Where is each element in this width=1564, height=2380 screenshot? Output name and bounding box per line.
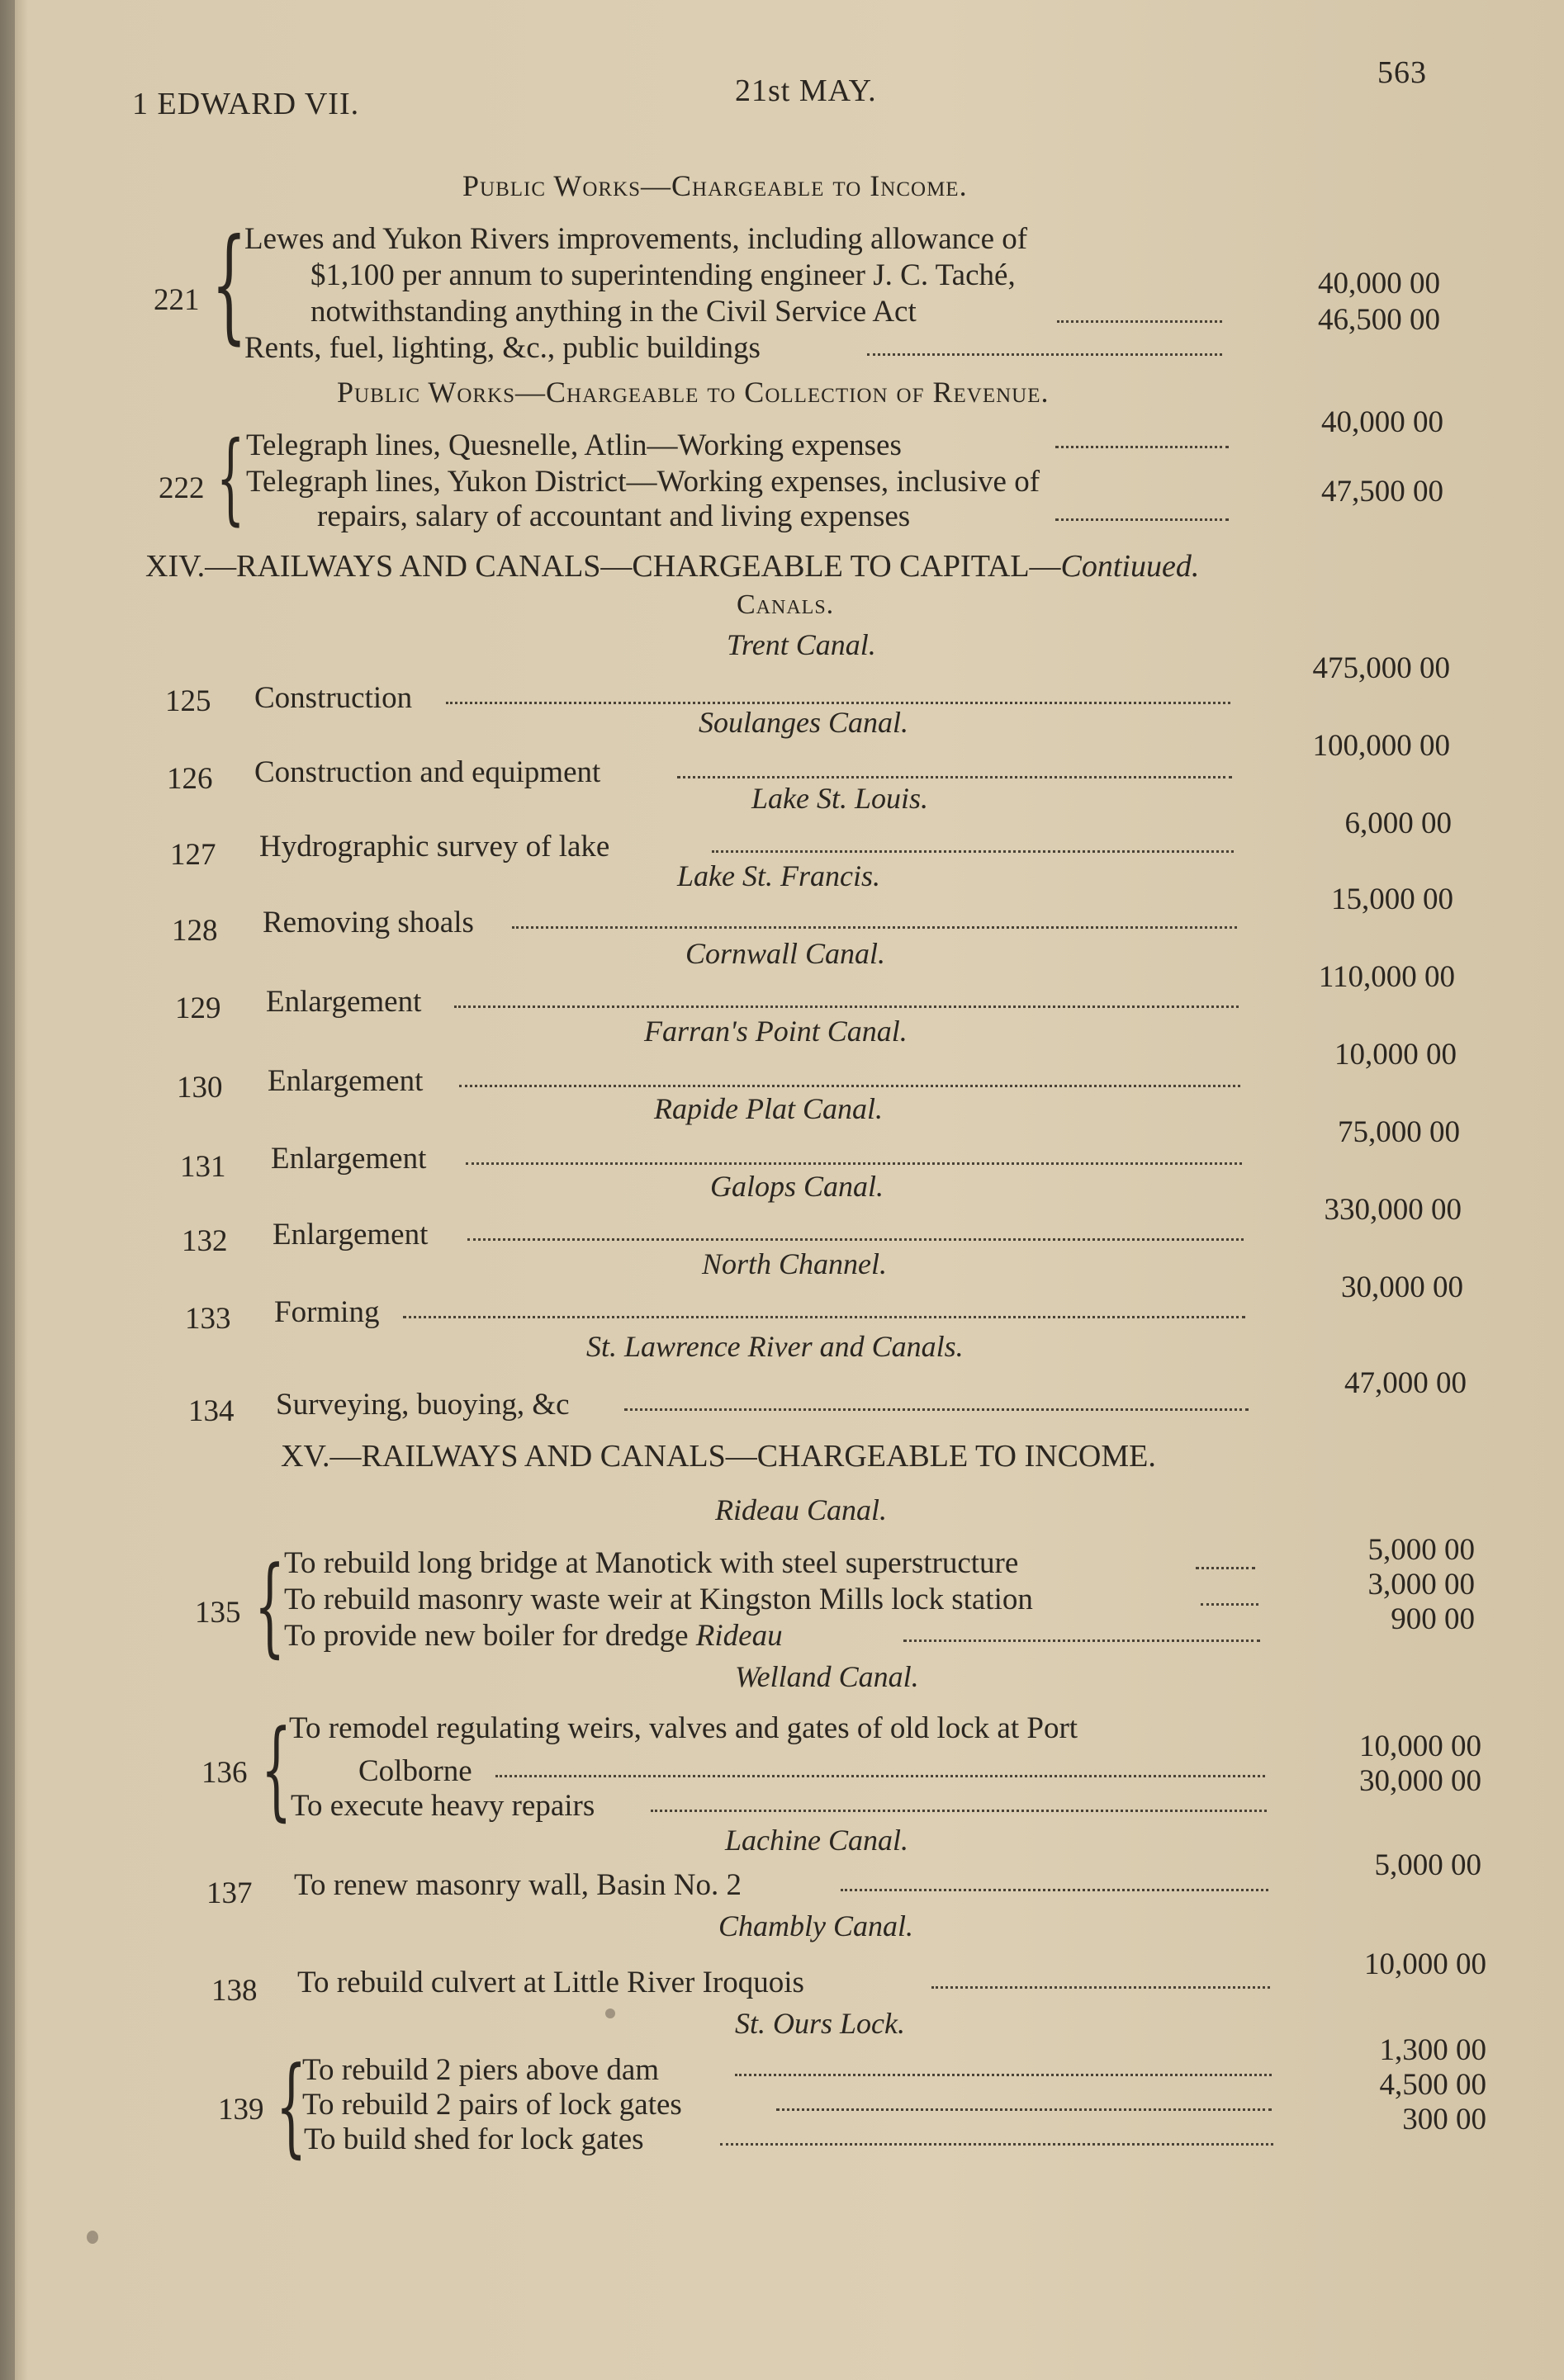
item-text: Enlargement [266,985,422,1019]
leader-dots [1055,446,1229,448]
canal-name: Lachine Canal. [725,1824,908,1857]
item-text: $1,100 per annum to superintending engineer J. C. Taché, [310,258,1016,292]
brace-symbol: { [261,1706,292,1832]
amount: 475,000 00 [1312,651,1450,685]
amount: 30,000 00 [1341,1270,1463,1304]
canal-name: Galops Canal. [710,1170,884,1203]
section-heading: Public Works—Chargeable to Collection of Revenue. [337,376,1050,409]
leader-dots [466,1162,1242,1165]
amount: 46,500 00 [1318,303,1440,337]
item-number: 222 [159,471,205,505]
leader-dots [1196,1567,1255,1569]
section-heading-xiv [145,548,1199,584]
item-text: To rebuild long bridge at Manotick with steel superstructure [284,1546,1019,1580]
amount: 47,000 00 [1344,1366,1467,1400]
item-text: To rebuild culvert at Little River Iroquois [297,1966,804,1999]
canal-name: Trent Canal. [727,628,876,661]
amount: 900 00 [1391,1602,1475,1636]
item-text: To rebuild masonry waste weir at Kingston Mills lock station [284,1583,1033,1616]
item-text [284,1618,783,1654]
canal-name: Farran's Point Canal. [644,1015,908,1048]
leader-dots [776,2108,1272,2111]
amount: 300 00 [1402,2103,1486,2136]
item-number: 125 [165,684,211,718]
item-number: 134 [188,1394,235,1428]
brace-symbol: { [254,1543,286,1668]
item-number: 131 [180,1150,226,1184]
paper-spot [87,2231,98,2244]
leader-dots [1201,1603,1258,1606]
section-heading: Public Works—Chargeable to Income. [462,169,968,202]
leader-dots [651,1810,1267,1812]
item-text: Enlargement [273,1218,429,1252]
amount: 3,000 00 [1367,1568,1475,1602]
leader-dots [677,776,1232,778]
amount: 10,000 00 [1364,1947,1486,1981]
page-number: 563 [1377,55,1427,90]
amount: 100,000 00 [1312,729,1450,763]
leader-dots [1057,320,1222,323]
book-spine-shadow [0,0,15,2380]
amount: 330,000 00 [1324,1193,1462,1227]
leader-dots [512,926,1237,929]
item-text: Enlargement [271,1142,427,1176]
item-number: 137 [206,1876,253,1910]
canal-name: Chambly Canal. [718,1909,914,1942]
item-text: Forming [274,1295,380,1329]
leader-dots [931,1986,1270,1989]
section-heading-continued: Contiuued. [1060,549,1200,584]
leader-dots [735,2074,1272,2076]
item-text: Lewes and Yukon Rivers improvements, including allowance of [244,222,1028,256]
leader-dots [720,2143,1273,2146]
amount: 10,000 00 [1334,1038,1457,1072]
item-text: Surveying, buoying, &c [276,1388,570,1422]
item-number: 129 [175,991,221,1025]
leader-dots [841,1889,1268,1891]
item-text: To execute heavy repairs [291,1789,595,1823]
brace-symbol: { [216,421,245,536]
header-center: 21st MAY. [735,73,877,108]
amount: 75,000 00 [1338,1115,1460,1149]
canal-name: St. Lawrence River and Canals. [586,1330,964,1363]
canal-name: Soulanges Canal. [699,706,909,739]
item-number: 133 [185,1302,231,1336]
item-text: Hydrographic survey of lake [259,830,610,864]
item-text: To renew masonry wall, Basin No. 2 [294,1868,742,1902]
item-text: To remodel regulating weirs, valves and gates of old lock at Port [289,1711,1078,1745]
item-number: 138 [211,1974,258,2008]
canal-name: Lake St. Louis. [751,782,929,815]
amount: 1,300 00 [1379,2033,1486,2067]
amount: 40,000 00 [1318,267,1440,300]
canal-name: Cornwall Canal. [685,937,886,970]
leader-dots [403,1316,1245,1318]
item-text: repairs, salary of accountant and living expenses [317,499,911,533]
item-text: Construction [254,681,413,715]
item-text: Telegraph lines, Quesnelle, Atlin—Working expenses [246,428,902,462]
item-number: 135 [195,1596,241,1630]
leader-dots [467,1238,1244,1241]
leader-dots [454,1005,1239,1008]
item-number: 130 [177,1071,223,1105]
amount: 40,000 00 [1321,405,1443,439]
leader-dots [867,353,1222,356]
item-text: Colborne [358,1754,472,1788]
item-text: To rebuild 2 piers above dam [302,2053,660,2087]
item-text: To rebuild 2 pairs of lock gates [302,2088,682,2122]
item-text: Enlargement [268,1064,424,1098]
item-text: notwithstanding anything in the Civil Service Act [310,295,917,329]
item-number: 127 [170,838,216,872]
amount: 5,000 00 [1374,1848,1481,1882]
item-number: 132 [182,1224,228,1258]
item-text: Rents, fuel, lighting, &c., public buildings [244,331,761,365]
section-heading-xv: XV.—RAILWAYS AND CANALS—CHARGEABLE TO INCOME. [281,1439,1156,1474]
amount: 4,500 00 [1379,2068,1486,2102]
leader-dots [712,850,1234,853]
canal-name: St. Ours Lock. [735,2007,905,2040]
amount: 15,000 00 [1331,882,1453,916]
amount: 5,000 00 [1367,1533,1475,1567]
header-left: 1 EDWARD VII. [132,87,360,121]
amount: 110,000 00 [1318,960,1455,994]
canal-name: Rideau Canal. [715,1493,887,1526]
leader-dots [459,1085,1240,1087]
canal-name: Rapide Plat Canal. [654,1092,883,1125]
item-text: Telegraph lines, Yukon District—Working expenses, inclusive of [246,465,1040,499]
leader-dots [495,1775,1265,1777]
canal-name: North Channel. [702,1247,888,1280]
brace-symbol: { [211,213,247,357]
brace-symbol: { [276,2043,307,2169]
item-text: Construction and equipment [254,755,601,789]
canal-name: Lake St. Francis. [677,859,880,892]
item-number: 126 [167,762,213,796]
dredge-name: Rideau [695,1619,783,1653]
amount: 47,500 00 [1321,475,1443,509]
paper-spot [605,2009,615,2018]
item-number: 128 [172,914,218,948]
subsection-heading: Canals. [737,589,835,620]
item-text: To build shed for lock gates [304,2122,644,2156]
amount: 30,000 00 [1359,1764,1481,1798]
section-heading-text: XIV.—RAILWAYS AND CANALS—CHARGEABLE TO CAPITAL— [145,549,1061,584]
leader-dots [903,1640,1260,1642]
leader-dots [1055,518,1229,521]
item-text-part: To provide new boiler for dredge [284,1619,689,1653]
item-number: 139 [218,2093,264,2127]
amount: 6,000 00 [1344,807,1452,840]
item-text: Removing shoals [263,906,474,939]
item-number: 221 [154,283,200,317]
leader-dots [624,1408,1249,1411]
amount: 10,000 00 [1359,1729,1481,1763]
canal-name: Welland Canal. [735,1660,919,1693]
leader-dots [446,702,1230,704]
item-number: 136 [201,1756,248,1790]
